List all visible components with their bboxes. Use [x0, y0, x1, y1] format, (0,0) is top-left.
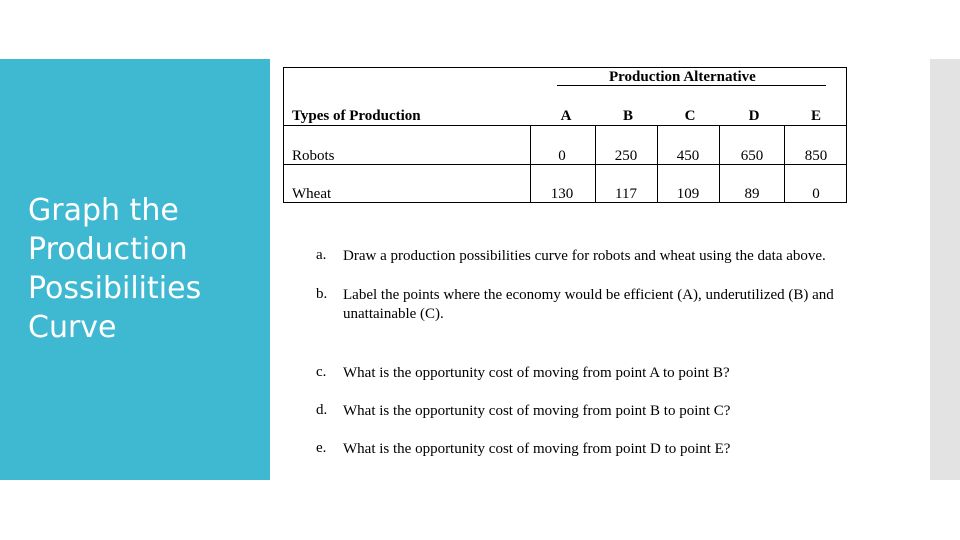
column-divider [784, 125, 785, 203]
wheat-c: 109 [676, 186, 700, 202]
robots-c: 450 [676, 148, 700, 164]
robots-e: 850 [804, 148, 828, 164]
robots-b: 250 [614, 148, 638, 164]
question-label: e. [316, 440, 327, 456]
question-label: a. [316, 247, 327, 263]
row-label-robots: Robots [292, 148, 335, 164]
slide-title-line-4: Curve [28, 310, 117, 345]
wheat-b: 117 [615, 186, 637, 202]
robots-d: 650 [740, 148, 764, 164]
wheat-d: 89 [744, 186, 760, 202]
robots-a: 0 [558, 148, 566, 164]
question-text: What is the opportunity cost of moving from point A to point B? [343, 365, 730, 381]
column-e-header: E [810, 108, 821, 124]
question-label: c. [316, 364, 327, 380]
slide-title-line-1: Graph the [28, 193, 179, 228]
row-label-wheat: Wheat [292, 186, 332, 202]
column-b-header: B [622, 108, 633, 124]
table-header-title: Production Alternative [609, 69, 756, 85]
question-label: d. [316, 402, 328, 418]
wheat-a: 130 [550, 186, 574, 202]
header-divider [284, 125, 846, 126]
column-d-header: D [748, 108, 760, 124]
right-edge-strip [930, 59, 960, 480]
question-label: b. [316, 286, 328, 302]
column-c-header: C [684, 108, 696, 124]
question-text: Label the points where the economy would be efficient (A), underutilized (B) and unattainable (C). [343, 287, 834, 322]
slide-title-line-2: Production [28, 232, 188, 267]
column-divider [530, 125, 531, 203]
production-table [283, 67, 847, 203]
row-header-label: Types of Production [292, 108, 421, 124]
slide-title-line-3: Possibilities [28, 271, 202, 306]
question-text: What is the opportunity cost of moving from point D to point E? [343, 441, 731, 457]
column-divider [719, 125, 720, 203]
column-a-header: A [560, 108, 572, 124]
header-underline [557, 85, 826, 86]
question-text: Draw a production possibilities curve for robots and wheat using the data above. [343, 248, 826, 264]
question-text: What is the opportunity cost of moving from point B to point C? [343, 403, 731, 419]
wheat-e: 0 [812, 186, 820, 202]
slide-title [28, 191, 263, 347]
